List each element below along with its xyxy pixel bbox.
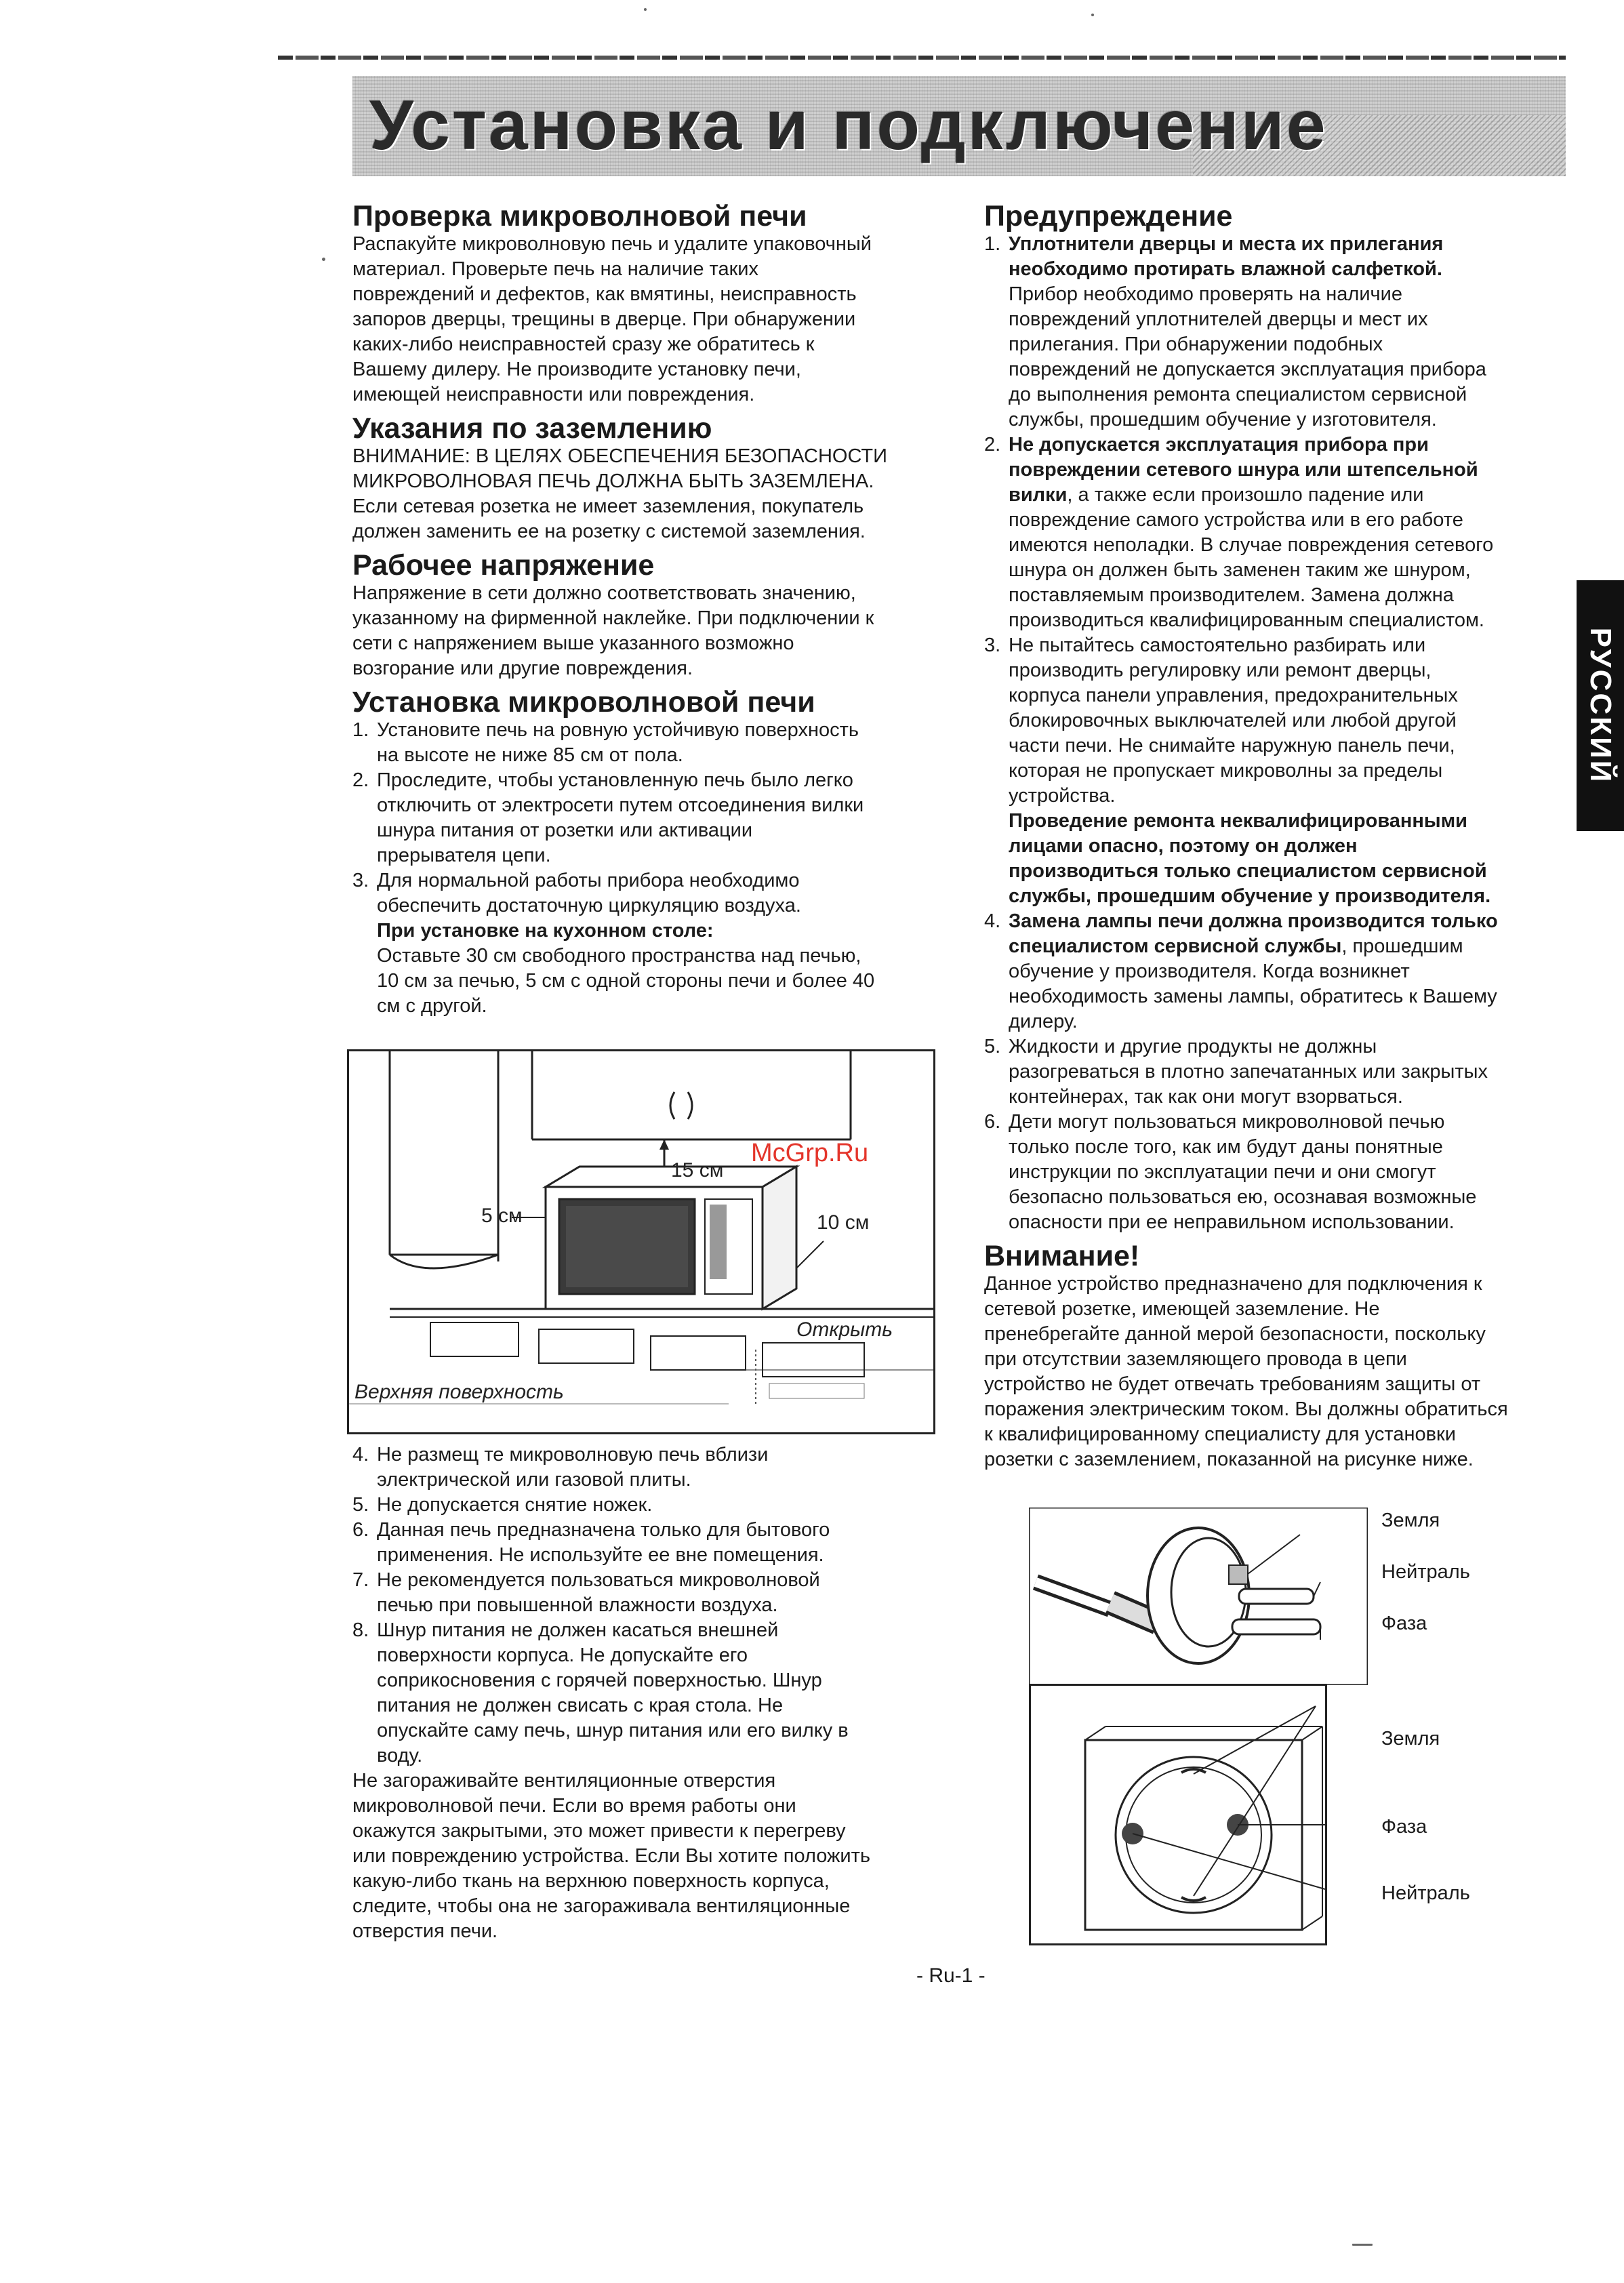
socket-diagram xyxy=(1029,1684,1327,1945)
section-attention xyxy=(984,1240,1562,1472)
section-heading: Указания по заземлению xyxy=(352,412,712,445)
text-line: поражения электрическим током. Вы должны обратиться xyxy=(984,1398,1508,1420)
list-item: 3. Для нормальной работы прибора необходимо обеспечить достаточную циркуляцию воздуха. При установке на кухонном столе: Оставьте 30 см свободного пространства над печью, 10 см за печью, 5 см с одной стороны печи и более 40 см с другой. xyxy=(352,868,935,1019)
list-item: 6. Данная печь предназначена только для бытового применения. Не используйте ее вне помещения. xyxy=(352,1519,830,1566)
install-list xyxy=(352,718,935,1019)
kitchen-table-subheading: При установке на кухонном столе: xyxy=(377,920,714,942)
text-line: материал. Проверьте печь на наличие таких xyxy=(352,258,759,280)
section-heading: Предупреждение xyxy=(984,200,1233,233)
label-side-clearance: 5 см xyxy=(481,1205,523,1227)
text-line: микроволновой печи. Если во время работы они xyxy=(352,1795,796,1817)
list-item: 5. Жидкости и другие продукты не должны разогреваться в плотно запечатанных или закрытых контейнерах, так как они могут взорваться. xyxy=(984,1036,1488,1108)
list-item: 4. Замена лампы печи должна производится только специалистом сервисной службы, прошедшим обучение у производителя. Когда возникнет необходимость замены лампы, обратитесь к Вашему дилеру. xyxy=(984,910,1498,1032)
text-line: повреждений и дефектов, как вмятины, неисправность xyxy=(352,283,857,305)
text-line: розетки с заземлением, показанной на рисунке ниже. xyxy=(984,1449,1474,1470)
text-line: следите, чтобы она не загораживала вентиляционные xyxy=(352,1895,851,1917)
text-line: Данное устройство предназначено для подключения к xyxy=(984,1273,1482,1295)
kitchen-diagram-svg xyxy=(349,1051,933,1432)
right-column xyxy=(984,201,1562,1472)
text-line: окажутся закрытыми, это может привести к перегреву xyxy=(352,1820,846,1842)
label-open: Открыть xyxy=(796,1318,893,1341)
section-installation xyxy=(352,687,935,1019)
list-item: 4. Не размещ те микроволновую печь вблизи электрической или газовой плиты. xyxy=(352,1444,769,1491)
installation-clearance-diagram xyxy=(347,1049,935,1434)
socket-svg xyxy=(1031,1686,1325,1943)
plug-label-neutral: Нейтраль xyxy=(1381,1561,1470,1583)
text-line: сетевой розетке, имеющей заземление. Не xyxy=(984,1298,1380,1320)
text-line: какую-либо ткань на верхнюю поверхность корпуса, xyxy=(352,1870,830,1892)
section-check-oven xyxy=(352,201,935,407)
left-column xyxy=(352,201,935,1019)
section-heading: Внимание! xyxy=(984,1240,1140,1272)
text-line: сети с напряжением выше указанного возможно xyxy=(352,632,794,654)
text-line: ВНИМАНИЕ: В ЦЕЛЯХ ОБЕСПЕЧЕНИЯ БЕЗОПАСНОСТИ xyxy=(352,445,887,467)
section-grounding xyxy=(352,413,935,544)
list-item: 6. Дети могут пользоваться микроволновой печью только после того, как им будут даны понятные инструкции по эксплуатации печи и они смогут безопасно пользоваться ею, осознавая возможные опасности при ее неправильном использовании. xyxy=(984,1111,1477,1233)
scan-speck xyxy=(1352,2244,1373,2246)
scan-speck xyxy=(644,8,647,11)
plug-label-ground: Земля xyxy=(1381,1510,1440,1531)
text-line: отверстия печи. xyxy=(352,1920,498,1942)
text-line: к квалифицированному специалисту для установки xyxy=(984,1423,1456,1445)
label-back-clearance: 10 см xyxy=(817,1211,870,1234)
socket-label-ground: Земля xyxy=(1381,1728,1440,1750)
label-top-clearance: 15 см xyxy=(671,1159,724,1181)
text-line: при отсутствии заземляющего провода в цепи xyxy=(984,1348,1407,1370)
list-item: 8. Шнур питания не должен касаться внешней поверхности корпуса. Не допускайте его соприкосновения с горячей поверхностью. Шнур питания не должен свисать с края стола. Не опускайте саму печь, шнур питания или его вилку в воду. xyxy=(352,1619,849,1766)
text-line: или повреждению устройства. Если Вы хотите положить xyxy=(352,1845,870,1867)
text-line: должен заменить ее на розетку с системой заземления. xyxy=(352,521,866,542)
scan-speck xyxy=(322,258,325,261)
page-title: Установка и подключение xyxy=(369,86,1328,165)
plug-label-phase: Фаза xyxy=(1381,1613,1427,1634)
section-heading: Проверка микроволновой печи xyxy=(352,200,807,233)
text-line: Распакуйте микроволновую печь и удалите упаковочный xyxy=(352,233,872,255)
plug-diagram xyxy=(1029,1508,1368,1685)
text-line: имеющей неисправности или повреждения. xyxy=(352,384,755,405)
socket-label-phase: Фаза xyxy=(1381,1816,1427,1838)
text-line: каких-либо неисправностей сразу же обратитесь к xyxy=(352,334,815,355)
language-side-tab xyxy=(1577,580,1624,831)
list-item: 1. Уплотнители дверцы и места их прилегания необходимо протирать влажной салфеткой. Прибор необходимо проверять на наличие повреждений уплотнителей дверцы и мест их прилегания. При обнаружении подобных повреждений не допускается эксплуатация прибора до выполнения ремонта специалистом сервисной службы, прошедшим обучение у изготовителя. xyxy=(984,233,1486,430)
text-line: Если сетевая розетка не имеет заземления, покупатель xyxy=(352,496,864,517)
section-warning xyxy=(984,201,1562,1235)
text-line: устройство не будет отвечать требованиям защиты от xyxy=(984,1373,1481,1395)
watermark-text: McGrp.Ru xyxy=(751,1139,869,1167)
page-number: - Ru-1 - xyxy=(916,1964,986,1987)
text-line: Не загораживайте вентиляционные отверстия xyxy=(352,1770,776,1792)
list-item: 2. Проследите, чтобы установленную печь было легко отключить от электросети путем отсоединения вилки шнура питания от розетки или активации прерывателя цепи. xyxy=(352,769,864,866)
plug-svg xyxy=(1029,1508,1368,1685)
warning-list xyxy=(984,232,1562,1235)
socket-label-neutral: Нейтраль xyxy=(1381,1882,1470,1904)
text-line: запоров дверцы, трещины в дверце. При обнаружении xyxy=(352,308,856,330)
list-item: 2. Не допускается эксплуатация прибора при повреждении сетевого шнура или штепсельной вилки, а также если произошло падение или повреждение самого устройства или в его работе имеются неполадки. В случае повреждения сетевого шнура он должен быть заменен таким же шнуром, поставляемым производителем. Замена должна производиться квалифицированным специалистом. xyxy=(984,434,1494,631)
text-line: возгорание или другие повреждения. xyxy=(352,658,693,679)
text-line: указанному на фирменной наклейке. При подключении к xyxy=(352,607,874,629)
left-column-continued xyxy=(352,1442,935,1944)
install-list-continued xyxy=(352,1442,935,1769)
section-heading: Рабочее напряжение xyxy=(352,549,655,582)
text-line: Вашему дилеру. Не производите установку печи, xyxy=(352,359,801,380)
language-tab-label: РУССКИЙ xyxy=(1584,627,1617,784)
text-line: пренебрегайте данной мерой безопасности, поскольку xyxy=(984,1323,1486,1345)
list-item: 1. Установите печь на ровную устойчивую поверхность на высоте не ниже 85 см от пола. xyxy=(352,719,859,766)
list-item: 7. Не рекомендуется пользоваться микроволновой печью при повышенной влажности воздуха. xyxy=(352,1569,820,1616)
list-item: 3. Не пытайтесь самостоятельно разбирать или производить регулировку или ремонт дверцы, корпуса панели управления, предохранительных блокировочных выключателей или любой другой части печи. Не снимайте наружную панель печи, которая не пропускает микроволны за пределы устройства. Проведение ремонта неквалифицированными лицами опасно, поэтому он должен производиться только специалистом сервисной службы, прошедшим обучение у производителя. xyxy=(984,634,1491,907)
header-rule xyxy=(278,56,1566,60)
text-line: МИКРОВОЛНОВАЯ ПЕЧЬ ДОЛЖНА БЫТЬ ЗАЗЕМЛЕНА. xyxy=(352,470,874,492)
section-voltage xyxy=(352,550,935,681)
label-top-surface: Верхняя поверхность xyxy=(354,1381,564,1403)
scan-speck xyxy=(1091,14,1094,16)
text-line: Напряжение в сети должно соответствовать значению, xyxy=(352,582,856,604)
section-heading: Установка микроволновой печи xyxy=(352,686,815,719)
list-item: 5. Не допускается снятие ножек. xyxy=(352,1494,653,1516)
